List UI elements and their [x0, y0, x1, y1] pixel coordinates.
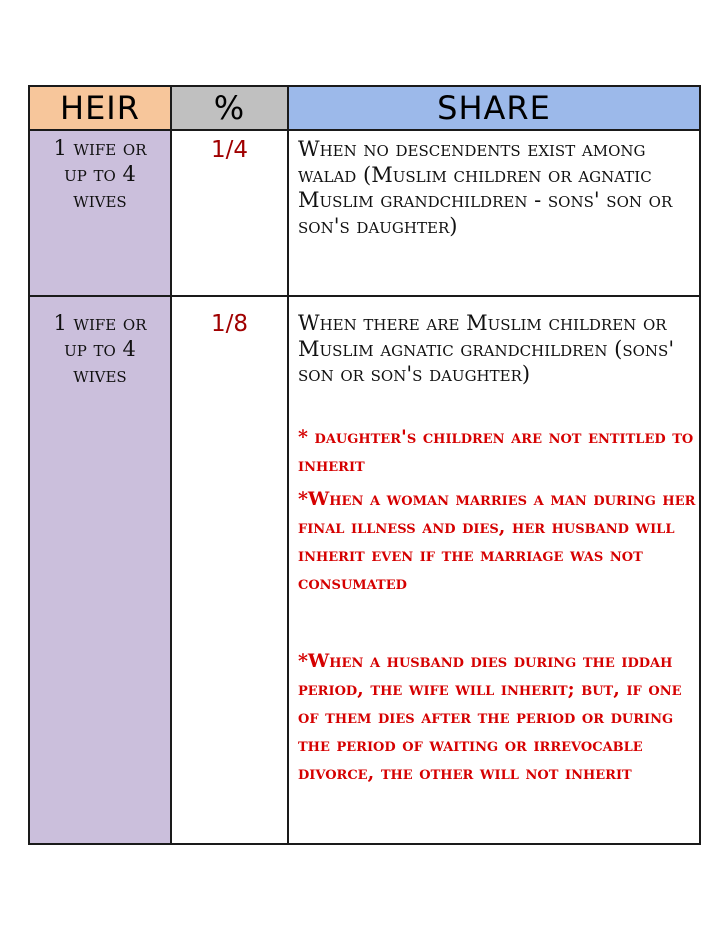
heir-line: 1 wife or [53, 136, 147, 160]
note-daughters-children: * daughter's children are not entitled to inherit [298, 426, 694, 476]
heir-line: 1 wife or [53, 311, 147, 335]
heir-line: up to 4 [64, 337, 136, 361]
heir-line: wives [73, 363, 127, 387]
note-iddah-period: *When a husband dies during the iddah period, the wife will inherit; but, if one of them dies after the period or during the period of waiting or irrevocable divorce, the other will not inherit [298, 650, 682, 784]
inheritance-table [28, 85, 701, 845]
row-2-heir [30, 310, 170, 388]
row-1-percent: 1/4 [210, 137, 248, 163]
heir-line: up to 4 [64, 162, 136, 186]
heir-header: HEIR [60, 89, 140, 127]
row-2-share: When there are Muslim children or Muslim agnatic grandchildren (sons' son or son's daughter) [298, 311, 675, 386]
row-2-percent: 1/8 [210, 311, 248, 337]
row-divider [30, 295, 699, 297]
note-final-illness: *When a woman marries a man during her final illness and dies, her husband will inherit even if the marriage was not consumated [298, 488, 696, 594]
row-1-share: When no descendents exist among walad (Muslim children or agnatic Muslim grandchildren - sons' son or son's daughter) [298, 137, 673, 238]
header-divider [30, 129, 699, 131]
heir-column-bg [30, 131, 170, 843]
column-divider [170, 87, 172, 843]
share-header: SHARE [437, 89, 551, 127]
percent-header: % [213, 89, 246, 127]
column-divider [287, 87, 289, 843]
heir-line: wives [73, 188, 127, 212]
row-1-heir [30, 135, 170, 213]
